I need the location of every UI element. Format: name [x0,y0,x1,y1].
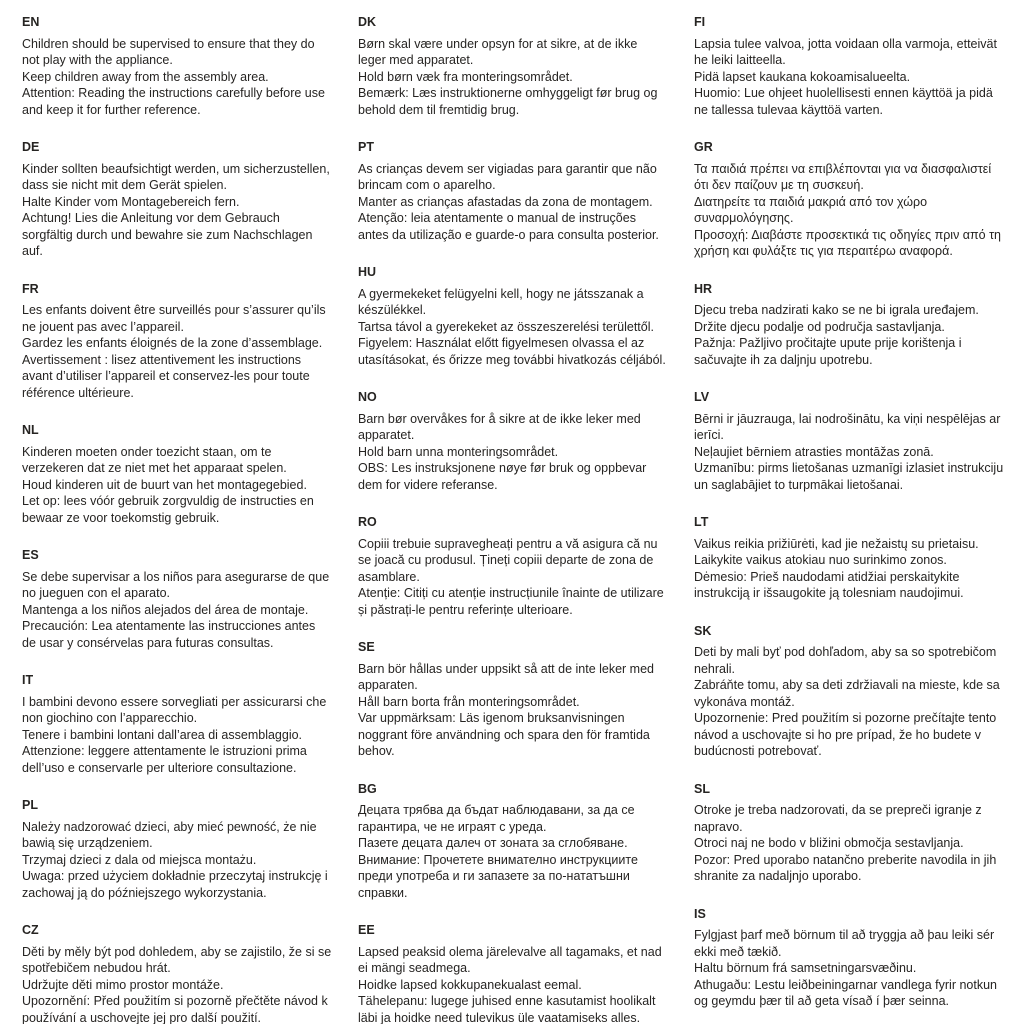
language-code-heading: SK [694,623,712,638]
instruction-paragraph: Пазете децата далеч от зоната за сглобяване. [358,836,628,850]
instruction-paragraph: Внимание: Прочетете внимателно инструкциите преди употреба и ги запазете за по-нататъшни справки. [358,852,638,900]
instruction-paragraph: Gardez les enfants éloignés de la zone d’assemblage. [22,336,323,350]
instruction-paragraph: Tenere i bambini lontani dall’area di assemblaggio. [22,727,303,742]
instruction-paragraph: Bemærk: Læs instruktionerne omhyggeligt før brug og behold dem til fremtidig brug. [358,86,658,117]
language-section-fi [694,14,1004,118]
instruction-paragraph: Se debe supervisar a los niños para asegurarse de que no jueguen con el aparato. [22,569,330,600]
language-section-gr [694,139,1004,260]
instruction-paragraph: Tähelepanu: lugege juhised enne kasutamist hoolikalt läbi ja hoidke need tulevikus üle vaatamiseks alles. [358,994,656,1024]
instruction-paragraph: Copiii trebuie supravegheați pentru a vă asigura că nu se joacă cu produsul. Țineți copiii departe de zona de asamblare. [358,536,658,584]
language-code-heading: PT [358,140,374,154]
instruction-paragraph: Les enfants doivent être surveillés pour s’assurer qu’ils ne jouent pas avec l’appareil. [22,303,326,334]
language-code-heading: EN [22,15,40,29]
instruction-paragraph: Børn skal være under opsyn for at sikre, at de ikke leger med apparatet. [358,36,638,67]
instruction-paragraph: Mantenga a los niños alejados del área de montaje. [22,602,309,617]
instruction-paragraph: Προσοχή: Διαβάστε προσεκτικά τις οδηγίες πριν από τη χρήση και φυλάξτε τις για περαιτέρω αναφορά. [694,227,1001,258]
instruction-paragraph: Bērni ir jāuzrauga, lai nodrošinātu, ka viņi nespēlējas ar ierīci. [694,411,1001,442]
instructions-column-2 [358,14,668,1024]
instruction-paragraph: Držite djecu podalje od područja sastavljanja. [694,319,945,334]
language-code-heading: GR [694,140,713,154]
instruction-paragraph: Laikykite vaikus atokiau nuo surinkimo zonos. [694,553,947,567]
instruction-paragraph: Τα παιδιά πρέπει να επιβλέπονται για να διασφαλιστεί ότι δεν παίζουν με τη συσκευή. [694,161,992,192]
language-code-heading: LV [694,390,710,404]
language-code-heading: RO [358,515,377,529]
instruction-paragraph: Pidä lapset kaukana kokoamisalueelta. [694,69,911,84]
language-code-heading: NL [22,423,39,437]
instruction-paragraph: Tartsa távol a gyerekeket az összeszerelési területtől. [358,319,654,334]
language-code-heading: SE [358,640,375,654]
language-section-cz [22,922,332,1024]
language-code-heading: DE [22,140,40,154]
instruction-paragraph: Hoidke lapsed kokkupanekualast eemal. [358,977,582,992]
language-section-lv [694,389,1004,493]
language-section-ro [358,514,668,618]
instruction-paragraph: Halte Kinder vom Montagebereich fern. [22,194,240,209]
instruction-paragraph: Avertissement : lisez attentivement les instructions avant d’utiliser l’appareil et conservez-les pour toute référence ultérieure. [22,352,310,400]
instruction-paragraph: Otroci naj ne bodo v bližini območja sestavljanja. [694,836,964,850]
language-code-heading: EE [358,923,375,937]
language-section-en [22,14,332,118]
language-code-heading: FR [22,281,39,296]
instruction-paragraph: Athugaðu: Lestu leiðbeiningarnar vandlega fyrir notkun og geymdu þær til að geta vísað í þær seinna. [694,977,997,1008]
instruction-paragraph: Atenție: Citiți cu atenție instrucțiunile înainte de utilizare și păstrați-le pentru referințe ulterioare. [358,586,664,617]
language-code-heading: IT [22,673,34,687]
instruction-paragraph: Atenção: leia atentamente o manual de instruções antes da utilização e guarde-o para consulta posterior. [358,211,659,242]
language-section-ee [358,922,668,1024]
instruction-paragraph: Vaikus reikia prižiūrėti, kad jie nežaistų su prietaisu. [694,536,979,551]
language-code-heading: CZ [22,923,39,937]
language-section-es [22,547,332,651]
instruction-paragraph: OBS: Les instruksjonene nøye før bruk og oppbevar dem for videre referanse. [358,461,647,492]
language-code-heading: ES [22,548,39,562]
instructions-column-1 [22,14,332,1024]
instruction-paragraph: Uwaga: przed użyciem dokładnie przeczytaj instrukcję i zachowaj ją do późniejszego wykorzystania. [22,869,328,900]
instruction-paragraph: Children should be supervised to ensure that they do not play with the appliance. [22,36,315,67]
instruction-paragraph: Deti by mali byť pod dohľadom, aby sa so spotrebičom nehrali. [694,645,997,676]
instruction-paragraph: Kinder sollten beaufsichtigt werden, um sicherzustellen, dass sie nicht mit dem Gerät spielen. [22,161,330,192]
instruction-paragraph: Upozornění: Před použitím si pozorně přečtěte návod k používání a uschovejte jej pro další použití. [22,994,328,1024]
language-section-pt [358,139,668,243]
instruction-paragraph: Zabráňte tomu, aby sa deti zdržiavali na mieste, kde sa vykonáva montáž. [694,678,1000,709]
language-code-heading: NO [358,390,377,404]
instruction-paragraph: Děti by měly být pod dohledem, aby se zajistilo, že si se spotřebičem nebudou hrát. [22,944,332,975]
instruction-paragraph: Lapsed peaksid olema järelevalve all tagamaks, et nad ei mängi seadmega. [358,944,662,975]
instruction-paragraph: Haltu börnum frá samsetningarsvæðinu. [694,961,917,975]
language-section-bg [358,781,668,902]
instruction-paragraph: Lapsia tulee valvoa, jotta voidaan olla varmoja, etteivät he leiki laitteella. [694,36,997,67]
instruction-paragraph: Djecu treba nadzirati kako se ne bi igrala uređajem. [694,303,979,317]
instruction-paragraph: Figyelem: Használat előtt figyelmesen olvassa el az utasításokat, és őrizze meg további hivatkozás céljából. [358,336,666,367]
instructions-column-3 [694,14,1004,1014]
instruction-paragraph: Upozornenie: Pred použitím si pozorne prečítajte tento návod a uschovajte si ho pre prípad, že ho budete v budúcnosti potrebovať. [694,711,997,758]
language-code-heading: FI [694,15,706,29]
instruction-paragraph: Houd kinderen uit de buurt van het montagegebied. [22,477,307,492]
instruction-paragraph: Var uppmärksam: Läs igenom bruksanvisningen noggrant före användning och spara den för framtida behov. [358,711,650,758]
language-section-lt [694,514,1004,602]
instruction-paragraph: Hold børn væk fra monteringsområdet. [358,69,573,84]
language-code-heading: SL [694,781,710,796]
instruction-paragraph: Barn bör hållas under uppsikt så att de inte leker med apparaten. [358,661,655,692]
instruction-paragraph: Trzymaj dzieci z dala od miejsca montażu. [22,852,257,867]
instruction-paragraph: Kinderen moeten onder toezicht staan, om te verzekeren dat ze niet met het apparaat spelen. [22,444,287,475]
instruction-paragraph: Manter as crianças afastadas da zona de montagem. [358,194,653,209]
language-section-fr [22,281,332,402]
language-code-heading: IS [694,906,706,921]
language-section-hu [358,264,668,368]
instruction-paragraph: Attention: Reading the instructions carefully before use and keep it for further reference. [22,86,325,117]
language-section-is [694,906,1004,1010]
instruction-paragraph: Barn bør overvåkes for å sikre at de ikke leker med apparatet. [358,411,641,442]
language-section-dk [358,14,668,118]
instruction-paragraph: Pažnja: Pažljivo pročitajte upute prije korištenja i sačuvajte ih za daljnju upotrebu. [694,336,962,367]
language-section-hr [694,281,1004,369]
instruction-paragraph: Uzmanību: pirms lietošanas uzmanīgi izlasiet instrukciju un saglabājiet to turpmākai lietošanai. [694,461,1004,492]
instruction-paragraph: As crianças devem ser vigiadas para garantir que não brincam com o aparelho. [358,161,657,192]
instruction-paragraph: Dėmesio: Prieš naudodami atidžiai perskaitykite instrukciją ir išsaugokite ją tolesniam naudojimui. [694,569,964,600]
language-code-heading: LT [694,515,709,529]
language-section-pl [22,797,332,901]
instruction-paragraph: Let op: lees vóór gebruik zorgvuldig de instructies en bewaar ze voor toekomstig gebruik. [22,494,314,525]
instruction-paragraph: Håll barn borta från monteringsområdet. [358,694,580,709]
instruction-paragraph: Hold barn unna monteringsområdet. [358,444,559,459]
instruction-paragraph: A gyermekeket felügyelni kell, hogy ne játsszanak a készülékkel. [358,286,644,317]
instruction-paragraph: Pozor: Pred uporabo natančno preberite navodila in jih shranite za nadaljnjo uporabo. [694,852,997,883]
instruction-paragraph: Διατηρείτε τα παιδιά μακριά από τον χώρο συναρμολόγησης. [694,194,928,225]
instruction-paragraph: Neļaujiet bērniem atrasties montāžas zonā. [694,444,934,459]
instruction-paragraph: Attenzione: leggere attentamente le istruzioni prima dell’uso e conservarle per ulteriore consultazione. [22,744,307,775]
instruction-paragraph: Achtung! Lies die Anleitung vor dem Gebrauch sorgfältig durch und bewahre sie zum Nachschlagen auf. [22,211,313,258]
language-section-sl [694,781,1004,885]
instruction-paragraph: Precaución: Lea atentamente las instrucciones antes de usar y consérvelas para futuras consultas. [22,619,316,650]
language-code-heading: PL [22,798,38,812]
language-section-de [22,139,332,260]
language-section-se [358,639,668,760]
instruction-paragraph: Udržujte děti mimo prostor montáže. [22,977,224,992]
instruction-paragraph: Keep children away from the assembly area. [22,69,269,84]
instruction-paragraph: Otroke je treba nadzorovati, da se prepreči igranje z napravo. [694,803,982,834]
instruction-paragraph: Należy nadzorować dzieci, aby mieć pewność, że nie bawią się urządzeniem. [22,819,317,850]
language-code-heading: DK [358,15,377,29]
language-code-heading: HR [694,281,713,296]
language-code-heading: HU [358,265,377,279]
instruction-paragraph: Fylgjast þarf með börnum til að tryggja að þau leiki sér ekki með tækið. [694,928,995,959]
language-section-no [358,389,668,493]
language-section-sk [694,623,1004,760]
instruction-paragraph: Децата трябва да бъдат наблюдавани, за да се гарантира, че не играят с уреда. [358,803,635,834]
instruction-paragraph: Huomio: Lue ohjeet huolellisesti ennen käyttöä ja pidä ne tallessa tulevaa käyttöä varten. [694,86,993,117]
language-code-heading: BG [358,781,377,796]
language-section-nl [22,422,332,526]
language-section-it [22,672,332,776]
instruction-paragraph: I bambini devono essere sorvegliati per assicurarsi che non giochino con l’apparecchio. [22,694,327,725]
